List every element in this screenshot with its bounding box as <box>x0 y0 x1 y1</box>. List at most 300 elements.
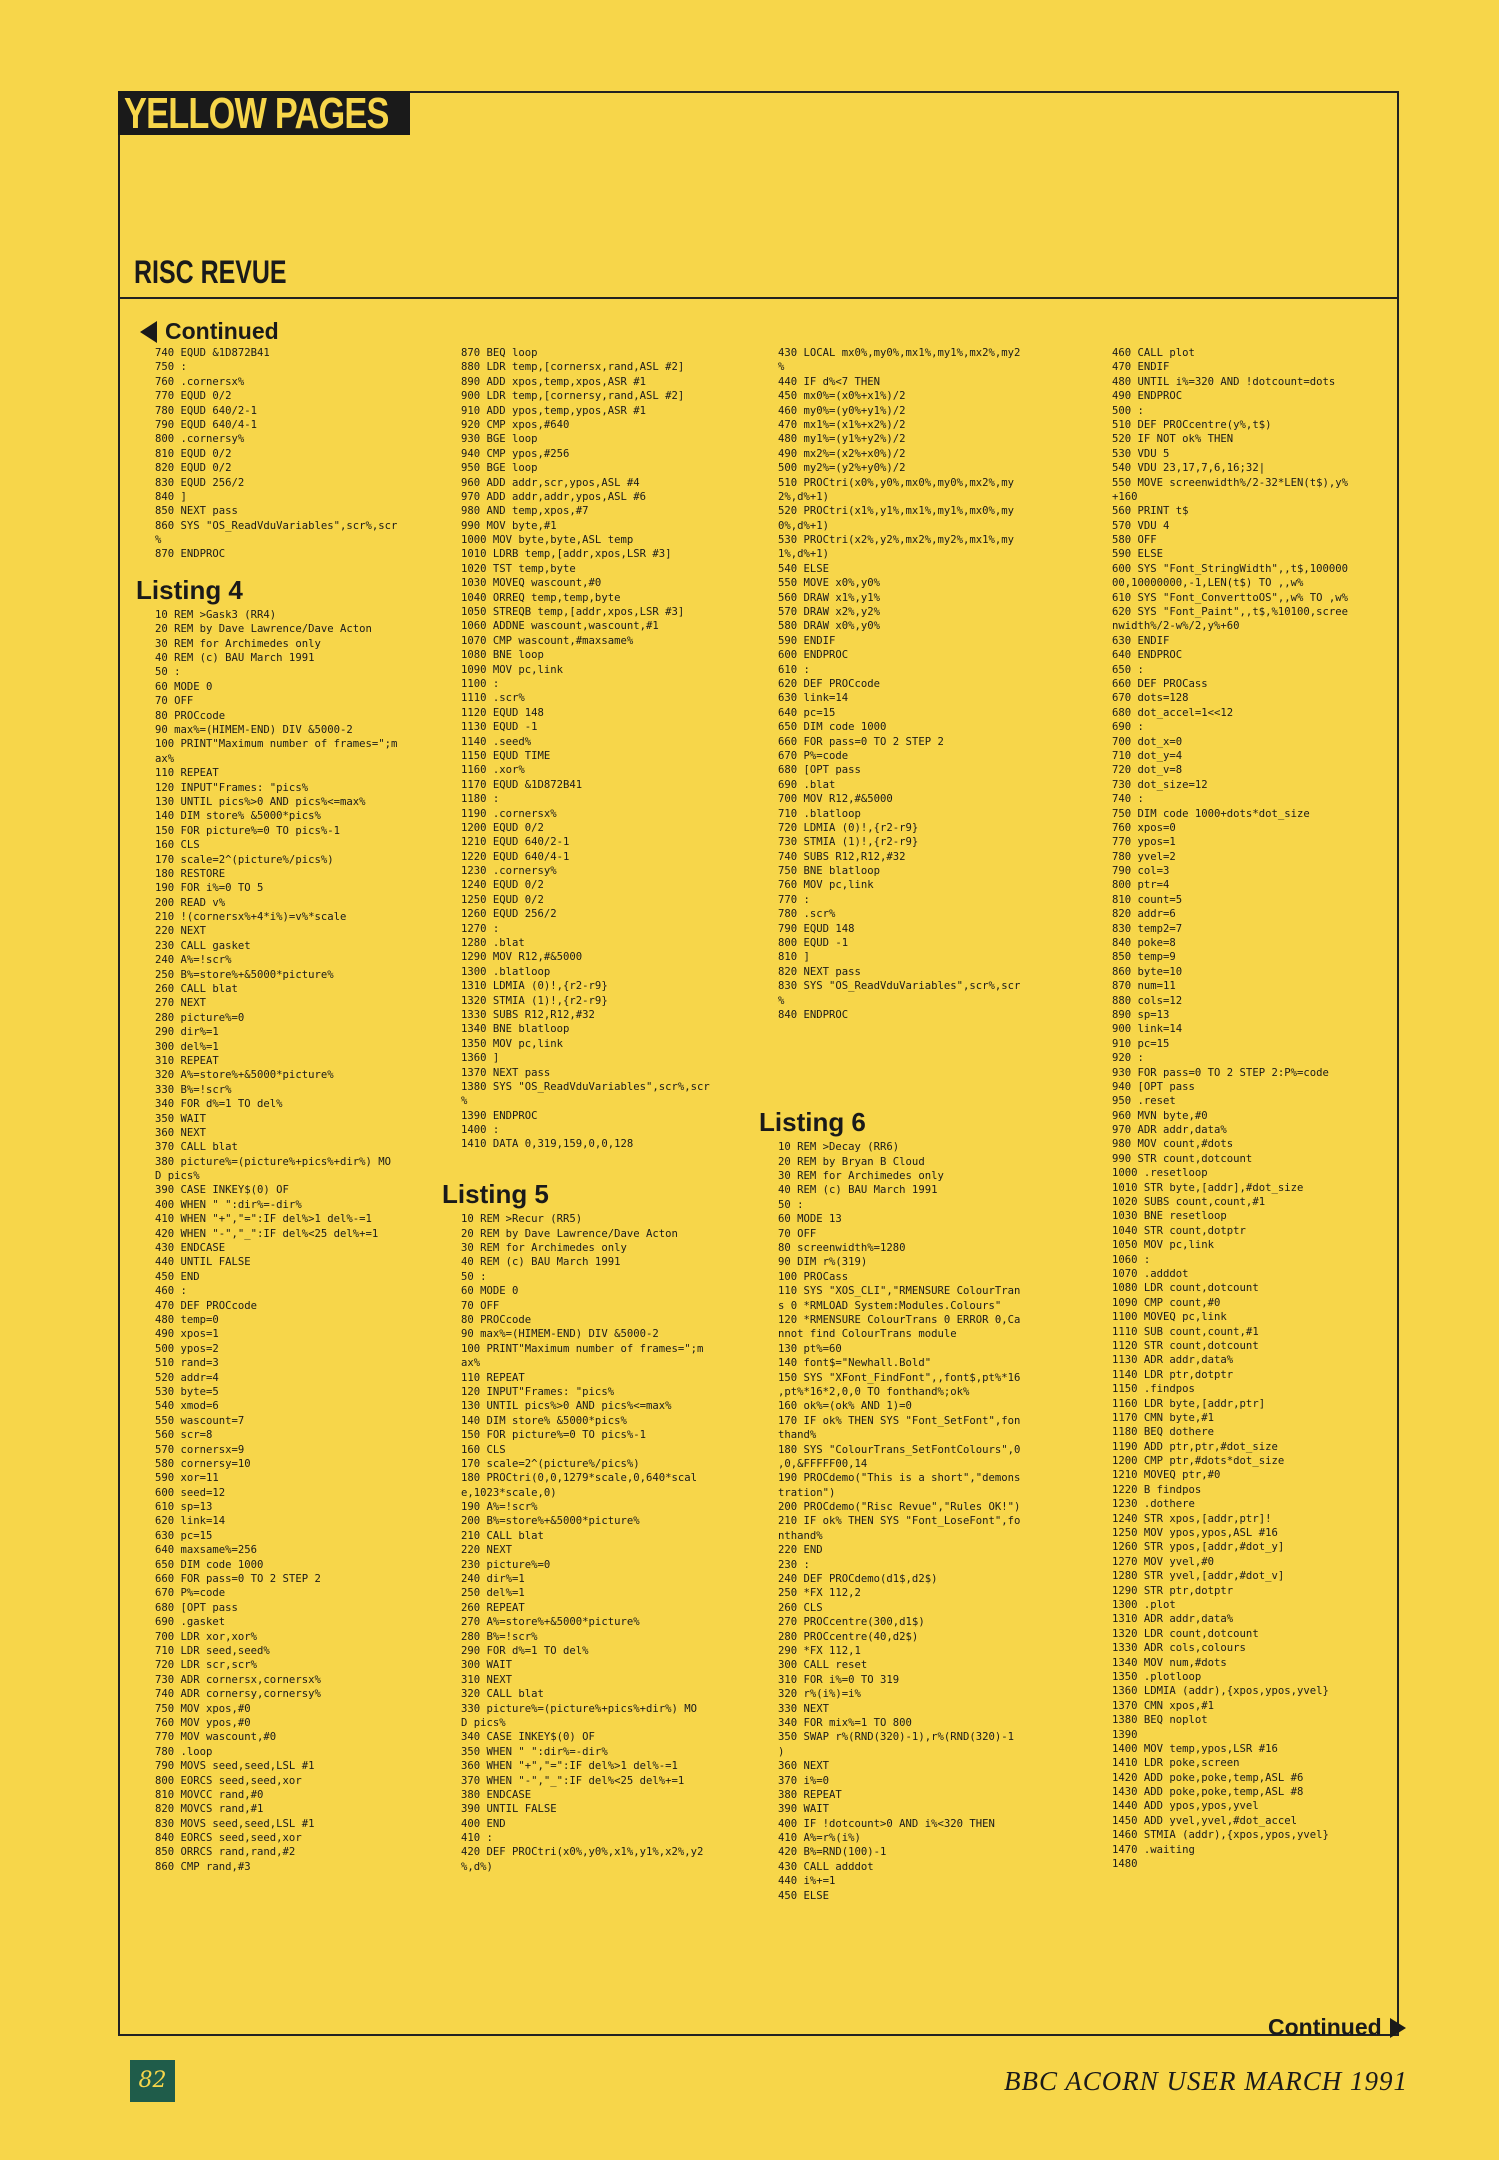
code-line: 1280 .blat <box>461 937 525 950</box>
code-line: 300 CALL reset <box>778 1659 868 1672</box>
code-line: 740 : <box>1112 793 1144 806</box>
code-line: 1000 MOV byte,byte,ASL temp <box>461 534 634 547</box>
code-line: 420 WHEN "-","_":IF del%<25 del%+=1 <box>155 1227 379 1240</box>
code-line: 1390 ENDPROC <box>461 1109 538 1122</box>
code-line: 120 *RMENSURE ColourTrans 0 ERROR 0,Ca <box>778 1314 1021 1326</box>
code-line: 580 DRAW x0%,y0% <box>778 620 881 633</box>
code-line: 940 [OPT pass <box>1112 1080 1195 1093</box>
code-line: 1230 .dothere <box>1112 1498 1195 1511</box>
code-line: 1180 BEQ dothere <box>1112 1426 1215 1439</box>
code-line: 200 B%=store%+&5000*picture% <box>461 1515 640 1528</box>
code-line: 290 *FX 112,1 <box>778 1644 861 1657</box>
code-line: s 0 *RMLOAD System:Modules.Colours" <box>778 1299 1002 1312</box>
code-line: 990 MOV byte,#1 <box>461 519 557 532</box>
header-divider <box>118 297 1399 299</box>
code-line: 190 A%=!scr% <box>461 1501 538 1514</box>
code-line: 140 font$="Newhall.Bold" <box>778 1357 932 1370</box>
code-line: 880 LDR temp,[cornersx,rand,ASL #2] <box>461 361 685 374</box>
code-line: 60 MODE 0 <box>155 680 213 693</box>
code-line: 70 OFF <box>155 695 194 708</box>
code-line: 890 ADD xpos,temp,xpos,ASR #1 <box>461 375 646 388</box>
code-line: 800 EQUD -1 <box>778 937 849 950</box>
code-line: 670 P%=code <box>155 1587 226 1600</box>
code-line: 770 EQUD 0/2 <box>155 390 232 403</box>
code-line: 580 cornersy=10 <box>155 1457 251 1470</box>
code-line: 1300 .blatloop <box>461 965 551 978</box>
code-line: 490 ENDPROC <box>1112 390 1183 403</box>
code-line: 150 FOR picture%=0 TO pics%-1 <box>155 824 340 837</box>
right-arrow-icon <box>1390 2018 1406 2038</box>
code-line: 1340 BNE blatloop <box>461 1023 570 1036</box>
code-line: 1180 : <box>461 793 500 806</box>
code-line: 140 DIM store% &5000*pics% <box>461 1414 627 1427</box>
code-line: 1170 EQUD &1D872B41 <box>461 778 583 791</box>
code-line: 160 CLS <box>461 1443 506 1456</box>
code-line: 250 B%=store%+&5000*picture% <box>155 968 334 981</box>
code-line: 1390 <box>1112 1728 1138 1741</box>
code-line: 470 mx1%=(x1%+x2%)/2 <box>778 418 906 431</box>
code-line: 280 B%=!scr% <box>461 1630 538 1643</box>
code-line: 540 xmod=6 <box>155 1400 219 1413</box>
code-line: 380 picture%=(picture%+pics%+dir%) MO <box>155 1155 391 1168</box>
listing-heading: Listing 6 <box>759 1107 866 1138</box>
code-line: 530 byte=5 <box>155 1385 219 1398</box>
listing-column-3 <box>759 346 1078 1903</box>
code-line: 840 ] <box>155 490 187 503</box>
code-line: 130 pt%=60 <box>778 1342 842 1355</box>
code-line: 590 ELSE <box>1112 548 1164 561</box>
code-line: 170 scale=2^(picture%/pics%) <box>461 1457 640 1470</box>
code-line: 860 CMP rand,#3 <box>155 1860 251 1873</box>
code-line: 460 my0%=(y0%+y1%)/2 <box>778 404 906 417</box>
code-line: 540 ELSE <box>778 562 830 575</box>
code-line: 310 FOR i%=0 TO 319 <box>778 1673 900 1686</box>
code-line: 90 DIM r%(319) <box>778 1256 868 1269</box>
code-line: 90 max%=(HIMEM-END) DIV &5000-2 <box>155 723 353 736</box>
code-line <box>778 1080 1078 1094</box>
code-line: 610 sp=13 <box>155 1501 213 1514</box>
code-line: 1130 EQUD -1 <box>461 721 538 734</box>
code-line: 300 WAIT <box>461 1659 513 1672</box>
code-line: 1240 EQUD 0/2 <box>461 879 544 892</box>
code-line: 770 MOV wascount,#0 <box>155 1731 277 1744</box>
code-line: 430 CALL adddot <box>778 1860 874 1873</box>
code-line: 560 PRINT t$ <box>1112 505 1189 518</box>
code-line <box>778 1037 1078 1051</box>
code-line: 180 RESTORE <box>155 867 226 880</box>
code-line: 110 REPEAT <box>155 767 219 780</box>
code-line: 410 : <box>461 1832 493 1845</box>
code-line: 190 PROCdemo("This is a short","demons <box>778 1472 1021 1485</box>
code-line: 810 MOVCC rand,#0 <box>155 1788 264 1801</box>
code-line: 680 [OPT pass <box>155 1601 238 1614</box>
code-line: 1230 .cornersy% <box>461 865 557 878</box>
code-line: 270 NEXT <box>155 997 207 1010</box>
continued-label: Continued <box>1268 2014 1382 2040</box>
code-line: 1080 BNE loop <box>461 649 544 662</box>
code-line: 270 PROCcentre(300,d1$) <box>778 1616 925 1629</box>
code-line: 810 EQUD 0/2 <box>155 447 232 460</box>
code-line: nnot find ColourTrans module <box>778 1328 957 1341</box>
code-line: 230 : <box>778 1558 810 1571</box>
code-line: 1370 CMN xpos,#1 <box>1112 1699 1215 1712</box>
code-line: 660 FOR pass=0 TO 2 STEP 2 <box>778 735 944 748</box>
code-line: thand% <box>778 1429 817 1442</box>
code-line: 600 seed=12 <box>155 1486 226 1499</box>
code-line: 1290 MOV R12,#&5000 <box>461 951 583 964</box>
code-line: ax% <box>461 1357 481 1370</box>
code-line: 60 MODE 0 <box>461 1285 519 1298</box>
code-line: 1430 ADD poke,poke,temp,ASL #8 <box>1112 1786 1304 1799</box>
code-line: 60 MODE 13 <box>778 1213 842 1226</box>
code-line: 1140 LDR ptr,dotptr <box>1112 1368 1234 1381</box>
code-line: 1090 CMP count,#0 <box>1112 1296 1221 1309</box>
code-line: 1150 EQUD TIME <box>461 749 551 762</box>
code-line: 980 AND temp,xpos,#7 <box>461 505 589 518</box>
code-line: 870 BEQ loop <box>461 347 538 359</box>
code-line: 1380 BEQ noplot <box>1112 1714 1208 1727</box>
code-line: 780 EQUD 640/2-1 <box>155 404 258 417</box>
code-line: 570 cornersx=9 <box>155 1443 245 1456</box>
code-line: 320 CALL blat <box>461 1688 544 1701</box>
code-line: 1460 STMIA (addr),{xpos,ypos,yvel} <box>1112 1829 1329 1842</box>
code-line: 320 A%=store%+&5000*picture% <box>155 1069 334 1082</box>
code-line: 700 MOV R12,#&5000 <box>778 793 893 806</box>
code-line: 920 CMP xpos,#640 <box>461 418 570 431</box>
code-line: 510 PROCtri(x0%,y0%,mx0%,my0%,mx2%,my <box>778 476 1014 489</box>
code-line: % <box>778 994 785 1007</box>
code-line: 1450 ADD yvel,yvel,#dot_accel <box>1112 1814 1297 1827</box>
code-line: ax% <box>155 752 175 765</box>
code-line: 230 picture%=0 <box>461 1558 551 1571</box>
code-line: 170 IF ok% THEN SYS "Font_SetFont",fon <box>778 1414 1021 1427</box>
code-line: 1380 SYS "OS_ReadVduVariables",scr%,scr <box>461 1080 710 1093</box>
code-line: 190 FOR i%=0 TO 5 <box>155 882 264 895</box>
code-line: 590 xor=11 <box>155 1472 219 1485</box>
code-line: 270 A%=store%+&5000*picture% <box>461 1616 640 1629</box>
code-line: 640 ENDPROC <box>1112 649 1183 662</box>
code-line: 1360 ] <box>461 1052 500 1065</box>
code-line: 910 pc=15 <box>1112 1037 1170 1050</box>
code-line: %,d%) <box>461 1860 493 1873</box>
code-line: 570 VDU 4 <box>1112 519 1170 532</box>
code-line: 370 i%=0 <box>778 1774 830 1787</box>
code-line: 150 FOR picture%=0 TO pics%-1 <box>461 1429 646 1442</box>
code-line: 300 del%=1 <box>155 1040 219 1053</box>
code-line: 290 FOR d%=1 TO del% <box>461 1644 589 1657</box>
code-line: 1470 .waiting <box>1112 1843 1195 1856</box>
code-line: +160 <box>1112 490 1138 503</box>
code-line: 1110 .scr% <box>461 692 525 705</box>
code-line: 790 MOVS seed,seed,LSL #1 <box>155 1760 315 1773</box>
code-line: 400 IF !dotcount>0 AND i%<320 THEN <box>778 1817 995 1830</box>
code-line: 1%,d%+1) <box>778 548 830 561</box>
code-line: 490 mx2%=(x2%+x0%)/2 <box>778 447 906 460</box>
code-line: 390 UNTIL FALSE <box>461 1803 557 1816</box>
code-line: 40 REM (c) BAU March 1991 <box>155 652 315 665</box>
code-line: 400 END <box>461 1817 506 1830</box>
code-line: 1000 .resetloop <box>1112 1167 1208 1180</box>
code-line: 950 .reset <box>1112 1095 1176 1108</box>
code-line: 110 REPEAT <box>461 1371 525 1384</box>
code-line: 630 pc=15 <box>155 1529 213 1542</box>
code-line: 400 WHEN " ":dir%=-dir% <box>155 1198 302 1211</box>
code-line: 870 num=11 <box>1112 980 1176 993</box>
code-line: 730 dot_size=12 <box>1112 778 1208 791</box>
code-line: 960 MVN byte,#0 <box>1112 1109 1208 1122</box>
code-line: 30 REM for Archimedes only <box>461 1242 627 1255</box>
code-line: 2%,d%+1) <box>778 490 830 503</box>
code-line: 1310 LDMIA (0)!,{r2-r9} <box>461 980 608 993</box>
code-line: 600 ENDPROC <box>778 649 849 662</box>
code-line: 470 ENDIF <box>1112 361 1170 374</box>
code-line: 70 OFF <box>461 1299 500 1312</box>
code-line: 480 my1%=(y1%+y2%)/2 <box>778 433 906 446</box>
code-line: 130 UNTIL pics%>0 AND pics%<=max% <box>461 1400 672 1413</box>
code-line: 1480 <box>1112 1858 1138 1871</box>
code-line: 220 NEXT <box>155 925 207 938</box>
code-line: 50 : <box>155 666 181 679</box>
code-line: 620 link=14 <box>155 1515 226 1528</box>
listing-heading: Listing 5 <box>442 1179 549 1210</box>
code-line: 440 UNTIL FALSE <box>155 1256 251 1269</box>
code-line: 1070 .adddot <box>1112 1268 1189 1280</box>
code-line: 360 WHEN "+","=":IF del%>1 del%-=1 <box>461 1760 678 1773</box>
code-line: 1200 EQUD 0/2 <box>461 821 544 834</box>
code-line: 100 PROCass <box>778 1270 849 1283</box>
code-line: 1100 : <box>461 677 500 690</box>
code-line: 520 addr=4 <box>155 1371 219 1384</box>
code-line: 480 temp=0 <box>155 1314 219 1326</box>
code-line: 860 SYS "OS_ReadVduVariables",scr%,scr <box>155 519 398 532</box>
code-line: 900 LDR temp,[cornersy,rand,ASL #2] <box>461 390 685 403</box>
code-line: 420 B%=RND(100)-1 <box>778 1846 887 1859</box>
code-line: 500 ypos=2 <box>155 1342 219 1355</box>
code-line: 850 NEXT pass <box>155 505 238 518</box>
code-line: % <box>778 361 785 374</box>
magazine-footer: BBC ACORN USER MARCH 1991 <box>1004 2066 1408 2096</box>
code-line: 680 [OPT pass <box>778 764 861 777</box>
code-line: 250 *FX 112,2 <box>778 1587 861 1600</box>
code-line: 510 DEF PROCcentre(y%,t$) <box>1112 418 1272 431</box>
code-line: 890 sp=13 <box>1112 1008 1170 1021</box>
code-line: 630 ENDIF <box>1112 634 1170 647</box>
code-line: 1240 STR xpos,[addr,ptr]! <box>1112 1512 1272 1525</box>
code-line: 350 SWAP r%(RND(320)-1),r%(RND(320)-1 <box>778 1731 1014 1744</box>
code-line: 330 B%=!scr% <box>155 1083 232 1096</box>
code-line: 40 REM (c) BAU March 1991 <box>461 1256 621 1269</box>
code-line: 1210 EQUD 640/2-1 <box>461 836 570 849</box>
code-line: 140 DIM store% &5000*pics% <box>155 810 321 823</box>
code-line: 830 SYS "OS_ReadVduVariables",scr%,scr <box>778 980 1021 993</box>
code-line: 780 yvel=2 <box>1112 850 1176 863</box>
code-line: 970 ADD addr,addr,ypos,ASL #6 <box>461 490 646 503</box>
code-line: 740 EQUD &1D872B41 <box>155 347 270 359</box>
code-line: 1260 STR ypos,[addr,#dot_y] <box>1112 1541 1285 1554</box>
code-line: 780 .scr% <box>778 908 836 921</box>
code-line: 850 temp=9 <box>1112 951 1176 964</box>
code-line: 670 P%=code <box>778 749 849 762</box>
code-line <box>778 1066 1078 1080</box>
code-line: 570 DRAW x2%,y2% <box>778 606 881 619</box>
code-line: 560 scr=8 <box>155 1429 213 1442</box>
code-line: 70 OFF <box>778 1227 817 1240</box>
code-line: nwidth%/2-w%/2,y%+60 <box>1112 620 1240 633</box>
code-line: 1270 MOV yvel,#0 <box>1112 1555 1215 1568</box>
code-line: 920 : <box>1112 1052 1144 1065</box>
page-number: 82 <box>130 2060 175 2102</box>
code-line: 1310 ADR addr,data% <box>1112 1613 1234 1626</box>
code-line: 1190 .cornersx% <box>461 807 557 820</box>
continued-on-next <box>1268 2014 1406 2041</box>
code-line: 760 MOV pc,link <box>778 879 874 892</box>
code-line: 550 wascount=7 <box>155 1414 245 1427</box>
listing-column-1 <box>136 346 455 1874</box>
code-line: 160 ok%=(ok% AND 1)=0 <box>778 1400 912 1413</box>
code-line: 1170 CMN byte,#1 <box>1112 1411 1215 1424</box>
listing-heading: Listing 4 <box>136 574 243 605</box>
code-line: 580 OFF <box>1112 534 1157 547</box>
code-line: 390 WAIT <box>778 1803 830 1816</box>
code-line: 760 xpos=0 <box>1112 821 1176 834</box>
code-line: D pics% <box>461 1716 506 1729</box>
listing-column-2 <box>442 346 766 1874</box>
code-line: 80 PROCcode <box>461 1314 532 1326</box>
code-line: 180 PROCtri(0,0,1279*scale,0,640*scal <box>461 1472 697 1485</box>
code-line: 30 REM for Archimedes only <box>155 637 321 650</box>
code-line: 1140 .seed% <box>461 735 532 748</box>
code-line: 830 temp2=7 <box>1112 922 1183 935</box>
code-line: 290 dir%=1 <box>155 1026 219 1039</box>
code-line: 240 DEF PROCdemo(d1$,d2$) <box>778 1573 938 1586</box>
code-line: 700 dot_x=0 <box>1112 735 1183 748</box>
code-line: 680 dot_accel=1<<12 <box>1112 706 1234 719</box>
code-line: 760 MOV ypos,#0 <box>155 1716 251 1729</box>
code-line: 1220 EQUD 640/4-1 <box>461 850 570 863</box>
code-line: 1050 STREQB temp,[addr,xpos,LSR #3] <box>461 606 685 619</box>
code-line: tration") <box>778 1486 836 1499</box>
code-line: 110 SYS "XOS_CLI","RMENSURE ColourTran <box>778 1285 1021 1298</box>
code-line: 220 NEXT <box>461 1544 513 1557</box>
code-line: 0%,d%+1) <box>778 519 830 532</box>
code-line: 250 del%=1 <box>461 1587 525 1600</box>
code-line: 1020 SUBS count,count,#1 <box>1112 1196 1266 1209</box>
code-line: 820 NEXT pass <box>778 965 861 978</box>
code-line: 650 DIM code 1000 <box>778 721 887 734</box>
code-line: 790 EQUD 148 <box>778 922 855 935</box>
code-line: 440 i%+=1 <box>778 1875 836 1888</box>
code-line: 1330 SUBS R12,R12,#32 <box>461 1008 595 1021</box>
code-line: 710 .blatloop <box>778 807 861 820</box>
code-line: 1420 ADD poke,poke,temp,ASL #6 <box>1112 1771 1304 1784</box>
code-line: 1360 LDMIA (addr),{xpos,ypos,yvel} <box>1112 1685 1329 1698</box>
code-line: 450 END <box>155 1270 200 1283</box>
code-line: 610 : <box>778 663 810 676</box>
code-line: 1320 LDR count,dotcount <box>1112 1627 1259 1640</box>
code-line: 130 UNTIL pics%>0 AND pics%<=max% <box>155 795 366 808</box>
code-line: 770 ypos=1 <box>1112 836 1176 849</box>
code-line: 1400 : <box>461 1124 500 1137</box>
code-line: 410 WHEN "+","=":IF del%>1 del%-=1 <box>155 1213 372 1226</box>
code-line: 940 CMP ypos,#256 <box>461 447 570 460</box>
code-line: 640 pc=15 <box>778 706 836 719</box>
code-line: 790 EQUD 640/4-1 <box>155 418 258 431</box>
code-line: 990 STR count,dotcount <box>1112 1152 1253 1165</box>
code-line: 100 PRINT"Maximum number of frames=";m <box>155 738 398 751</box>
code-line: 590 ENDIF <box>778 634 836 647</box>
code-line: 1120 EQUD 148 <box>461 706 544 719</box>
code-line: ,0,&FFFFF00,14 <box>778 1457 868 1470</box>
code-line: ,pt%*16*2,0,0 TO fonthand%;ok% <box>778 1385 970 1398</box>
code-line: 840 EORCS seed,seed,xor <box>155 1832 302 1845</box>
code-line: 360 NEXT <box>155 1126 207 1139</box>
code-line: 220 END <box>778 1544 823 1557</box>
code-line: 350 WHEN " ":dir%=-dir% <box>461 1745 608 1758</box>
code-line: 450 ELSE <box>778 1889 830 1902</box>
code-line: 550 MOVE screenwidth%/2-32*LEN(t$),y% <box>1112 476 1348 489</box>
code-line: 690 .blat <box>778 778 836 791</box>
code-line: 730 ADR cornersx,cornersx% <box>155 1673 321 1686</box>
code-line: 1090 MOV pc,link <box>461 663 564 676</box>
code-line: 830 EQUD 256/2 <box>155 476 245 489</box>
code-line: 720 LDMIA (0)!,{r2-r9} <box>778 821 919 834</box>
code-line: 500 : <box>1112 404 1144 417</box>
code-line: 520 IF NOT ok% THEN <box>1112 433 1234 446</box>
listing-column-4 <box>1112 346 1402 1871</box>
code-line: 720 dot_v=8 <box>1112 764 1183 777</box>
code-line: 1350 .plotloop <box>1112 1670 1202 1683</box>
code-line: 90 max%=(HIMEM-END) DIV &5000-2 <box>461 1328 659 1341</box>
code-line: 720 LDR scr,scr% <box>155 1659 258 1672</box>
code-line: 240 dir%=1 <box>461 1573 525 1586</box>
code-line: 230 CALL gasket <box>155 939 251 952</box>
code-line: 200 PROCdemo("Risc Revue","Rules OK!") <box>778 1501 1021 1514</box>
code-line: 980 MOV count,#dots <box>1112 1138 1234 1151</box>
code-line: 450 mx0%=(x0%+x1%)/2 <box>778 390 906 403</box>
code-line: 100 PRINT"Maximum number of frames=";m <box>461 1342 704 1355</box>
code-line: 550 MOVE x0%,y0% <box>778 577 881 590</box>
code-line: 00,10000000,-1,LEN(t$) TO ,,w% <box>1112 577 1304 590</box>
code-line: 370 CALL blat <box>155 1141 238 1154</box>
code-line: 350 WAIT <box>155 1112 207 1125</box>
code-line: 320 r%(i%)=i% <box>778 1688 861 1701</box>
code-line: 170 scale=2^(picture%/pics%) <box>155 853 334 866</box>
code-line: 710 dot_y=4 <box>1112 749 1183 762</box>
code-line <box>778 1022 1078 1036</box>
code-line: 1320 STMIA (1)!,{r2-r9} <box>461 994 608 1007</box>
code-line: 380 ENDCASE <box>461 1788 532 1801</box>
code-line: 760 .cornersx% <box>155 375 245 388</box>
code-line: 260 CALL blat <box>155 983 238 996</box>
code-line: 1120 STR count,dotcount <box>1112 1339 1259 1352</box>
code-line: 770 : <box>778 893 810 906</box>
code-line: 960 ADD addr,scr,ypos,ASL #4 <box>461 476 640 489</box>
code-line: 1200 CMP ptr,#dots*dot_size <box>1112 1455 1285 1468</box>
code-line: 1150 .findpos <box>1112 1383 1195 1396</box>
code-line: 850 ORRCS rand,rand,#2 <box>155 1846 296 1859</box>
code-line: 870 ENDPROC <box>155 548 226 561</box>
code-line: 510 rand=3 <box>155 1357 219 1370</box>
code-line: 1060 : <box>1112 1253 1151 1266</box>
code-line: 910 ADD ypos,temp,ypos,ASR #1 <box>461 404 646 417</box>
code-line: 690 : <box>1112 721 1144 734</box>
section-title: YELLOW PAGES <box>124 89 389 138</box>
code-line: 840 poke=8 <box>1112 937 1176 950</box>
code-line: 1030 BNE resetloop <box>1112 1210 1227 1223</box>
code-line: 1290 STR ptr,dotptr <box>1112 1584 1234 1597</box>
code-line: 1210 MOVEQ ptr,#0 <box>1112 1469 1221 1482</box>
code-line: 1110 SUB count,count,#1 <box>1112 1325 1259 1338</box>
